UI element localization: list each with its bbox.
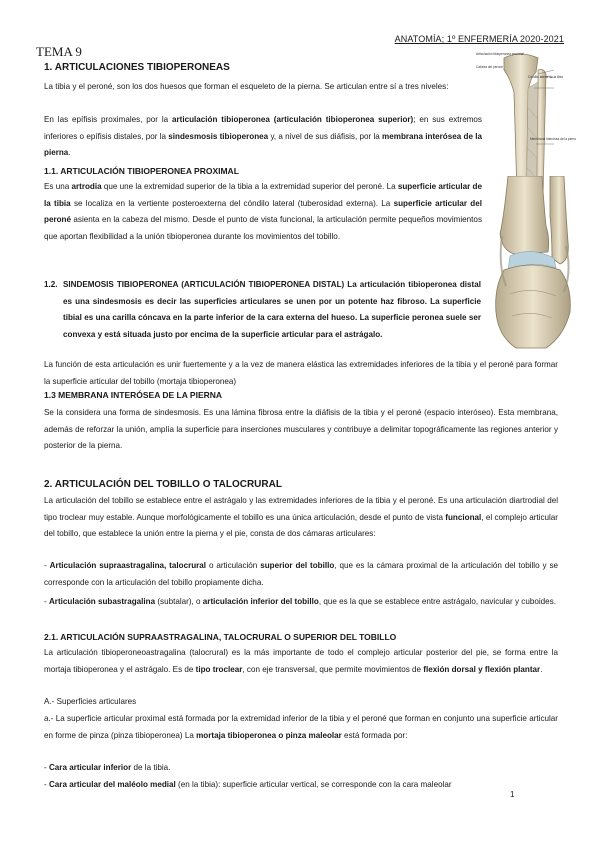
ankle-mortise-illustration [486,176,578,352]
s1-2-text: SINDEMOSIS TIBIOPERONEA (ARTICULACIÓN TIBIOPERONEA DISTAL) La articulación tibioperonea distal es una sindesmosis es decir las superficies articulares se unen por un potente haz fibroso. La superficie tibial es una carilla cóncava en la parte inferior de la cara externa del hueso. La superficie peronea suele ser convexa y está situada justo por encima de la superficie articular para el astrágalo. [63,280,481,339]
section-1-title: 1. ARTICULACIONES TIBIOPERONEAS [44,62,230,73]
s2-1-text: La articulación tibioperoneoastragalina (talocrural) es la más importante de todo el complejo articular posterior del pie, se forma entre la mortaja tibioperonea y el astrágalo. Es de tipo troclear, con eje transversal, que permite movimientos de flexión dorsal y flexión plantar. [44,648,558,674]
label-membrana-interosea: Membrana interósea de la pierna [530,137,576,141]
list-item-cara-inferior: - Cara articular inferior de la tibia. [44,763,171,772]
running-header: ANATOMÍA; 1º ENFERMERÍA 2020-2021 [394,34,564,44]
label-articulacion-proximal: Articulación tibioperonea proximal [476,52,524,56]
section-1-1-title: 1.1. ARTICULACIÓN TIBIOPERONEA PROXIMAL [44,166,239,176]
s1-epiphysis-paragraph: En las epífisis proximales, por la articulación tibioperonea (articulación tibioperonea superior); en sus extremos inferiores o epífisis distales, por la sindesmosis tibioperonea y, a nivel de sus diáfisis, por la membrana interósea de la pierna. [44,115,482,157]
s2-intro: La articulación del tobillo se establece entre el astrágalo y las extremidades inferiores de la tibia y el peroné. Es una articulación diartrodial del tipo troclear muy estable. Aunque morfológicamente el tobillo es una única articulación, desde el punto de vista funcional, el complejo articular del tobillo, que establece la unión entre la pierna y el pie, consta de dos cámaras articulares: [44,496,558,538]
section-2-title: 2. ARTICULACIÓN DEL TOBILLO O TALOCRURAL [44,479,282,490]
s2-a-text: a.- La superficie articular proximal está formada por la extremidad inferior de la tibia y el peroné que forman en conjunto una superficie articular en forme de pinza (pinza tibioperonea) La mortaja tibioperonea o pinza maleolar está formada por: [44,714,558,740]
s1-3-text: Se la considera una forma de sindesmosis. Es una lámina fibrosa entre la diáfisis de la tibia y el peroné (espacio interóseo). Esta membrana, además de reforzar la unión, amplía la superficie para inserciones musculares y contribuye a delimitar topográficamente las regiones anterior y posterior de la pierna. [44,408,558,450]
ankle-mortise-figure [486,176,578,352]
s2-bullet-supraastragalina: - Articulación supraastragalina, talocrural o articulación superior del tobillo, que es la cámara proximal de la articulación del tobillo y se corresponde con la articulación del tobillo propiamente dicha. [44,561,558,587]
label-condilo-lateral: Cóndilo lateral de la tibia [528,75,563,79]
s1-2-number: 1.2. [44,280,58,289]
s2-bullet-subastragalina: - Articulación subastragalina (subtalar), o articulación inferior del tobillo, que es la que se establece entre astrágalo, navicular y cuboides. [44,597,556,606]
s1-2-item [44,277,481,343]
subsection-a-title: A.- Superficies articulares [44,697,137,706]
section-1-3-title: 1.3 MEMBRANA INTERÓSEA DE LA PIERNA [44,390,223,400]
label-cabeza-perone: Cabeza del peroné [476,65,503,69]
page-number: 1 [510,790,515,799]
list-item-maleolo-medial: - Cara articular del maléolo medial (en la tibia): superficie articular vertical, se corresponde con la cara maleolar [44,780,452,789]
s1-intro: La tibia y el peroné, son los dos huesos que forman el esqueleto de la pierna. Se articulan entre sí a tres niveles: [44,82,449,91]
s1-2-function: La función de esta articulación es unir fuertemente y a la vez de manera elástica las extremidades inferiores de la tibia y el peroné para formar la superficie articular del tobillo (mortaja tibioperonea) [44,360,558,386]
s1-1-text: Es una artrodia que une la extremidad superior de la tibia a la extremidad superior del peroné. La superficie articular de la tibia se localiza en la vertiente posteroexterna del cóndilo lateral (tuberosidad externa). La superficie articular del peroné asienta en la cabeza del mismo. Desde el punto de vista funcional, la articulación permite pequeños movimientos que aportan flexibilidad a la unión tibioperonea durante los movimientos del tobillo. [44,182,483,241]
tema-heading: TEMA 9 [36,44,82,59]
section-2-1-title: 2.1. ARTICULACIÓN SUPRAASTRAGALINA, TALOCRURAL O SUPERIOR DEL TOBILLO [44,632,397,642]
